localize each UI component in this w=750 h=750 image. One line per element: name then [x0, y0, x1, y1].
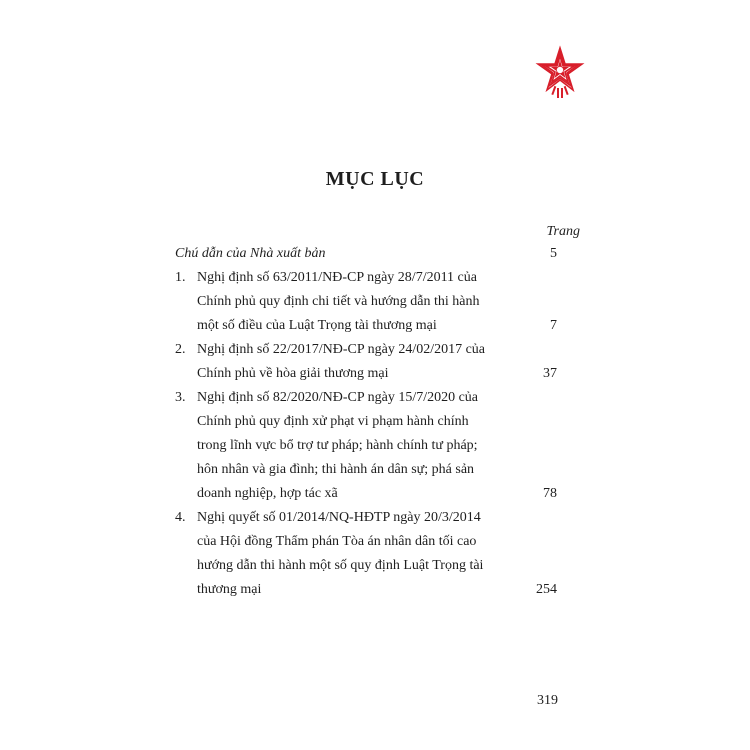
toc-entry-line: của Hội đồng Thẩm phán Tòa án nhân dân tối cao — [197, 534, 477, 549]
toc-entry-page: 5 — [550, 246, 557, 261]
toc-entry-3[interactable] — [175, 386, 557, 506]
toc-entry-line: Nghị quyết số 01/2014/NQ-HĐTP ngày 20/3/2014 — [197, 510, 481, 525]
toc-entry-line: hướng dẫn thi hành một số quy định Luật Trọng tài — [197, 558, 484, 573]
toc-entry-title — [197, 386, 557, 506]
publisher-star-logo — [530, 42, 590, 102]
toc-entry-title — [197, 506, 557, 602]
toc-entry-line: một số điều của Luật Trọng tài thương mại — [197, 318, 437, 333]
toc-entry-line: Chính phủ quy định chi tiết và hướng dẫn thi hành — [197, 294, 480, 309]
toc-entry-title — [197, 266, 557, 338]
toc-entry-page: 254 — [536, 582, 557, 597]
toc-entry-page: 7 — [550, 318, 557, 333]
toc-entry-line: doanh nghiệp, hợp tác xã — [197, 486, 338, 501]
toc-entry-title — [197, 338, 557, 386]
toc-entry-line: Chính phủ quy định xử phạt vi phạm hành chính — [197, 414, 469, 429]
page-column-label: Trang — [546, 224, 580, 239]
toc-entry-line: Chính phủ về hòa giải thương mại — [197, 366, 389, 381]
toc-entry-4[interactable] — [175, 506, 557, 602]
table-of-contents — [175, 242, 557, 602]
toc-entry-line: Nghị định số 22/2017/NĐ-CP ngày 24/02/2017 của — [197, 342, 486, 357]
toc-entry-title — [175, 242, 557, 266]
toc-entry-page: 37 — [543, 366, 557, 381]
toc-entry-number: 2. — [175, 342, 186, 357]
page-title: MỤC LỤC — [325, 168, 425, 190]
toc-entry-line: hôn nhân và gia đình; thi hành án dân sự; phá sản — [197, 462, 475, 477]
toc-entry-number: 4. — [175, 510, 186, 525]
toc-entry-1[interactable] — [175, 266, 557, 338]
toc-entry-2[interactable] — [175, 338, 557, 386]
toc-entry-line: trong lĩnh vực bổ trợ tư pháp; hành chính tư pháp; — [197, 438, 478, 453]
toc-entry-number: 1. — [175, 270, 186, 285]
toc-entry-page: 78 — [543, 486, 557, 501]
page-number: 319 — [537, 693, 558, 708]
toc-entry-line: Nghị định số 82/2020/NĐ-CP ngày 15/7/2020 của — [197, 390, 479, 405]
toc-entry-line: thương mại — [197, 582, 262, 597]
toc-entry-number: 3. — [175, 390, 186, 405]
toc-entry-publisher-note[interactable] — [175, 242, 557, 266]
toc-entry-line: Nghị định số 63/2011/NĐ-CP ngày 28/7/2011 của — [197, 270, 477, 285]
toc-entry-line: Chú dẫn của Nhà xuất bản — [175, 246, 326, 261]
